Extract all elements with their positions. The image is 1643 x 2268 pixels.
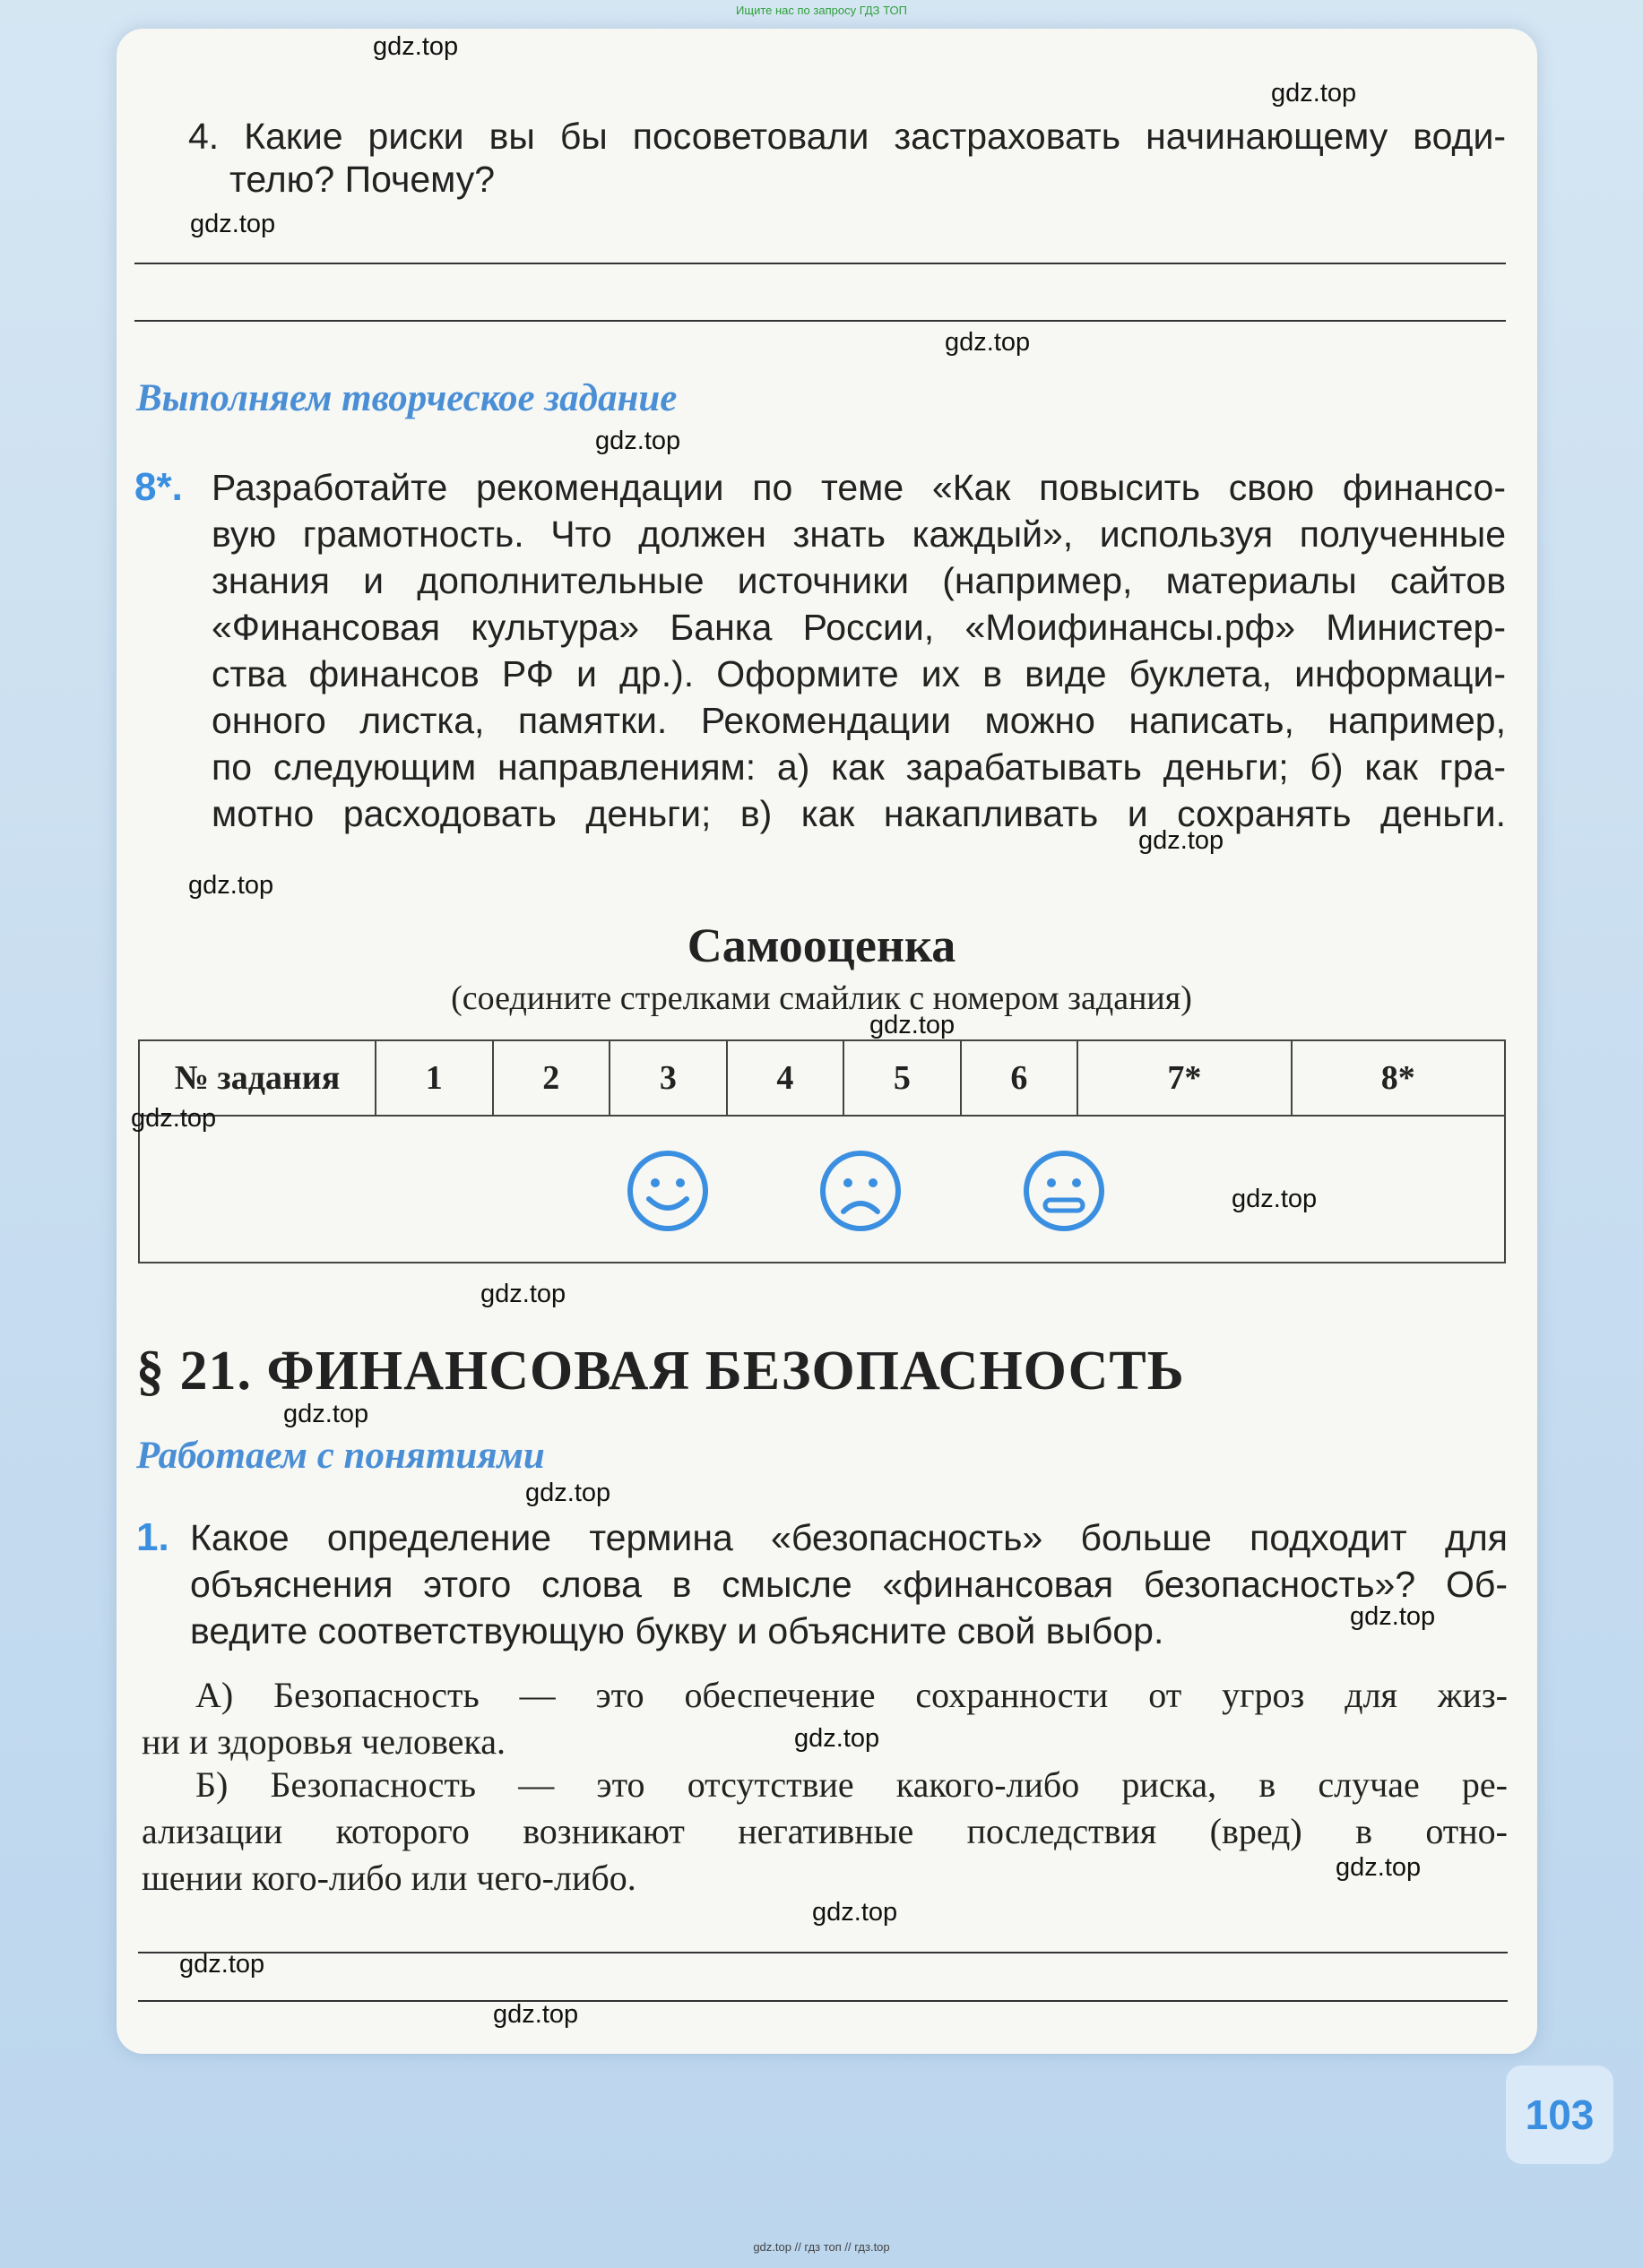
- watermark: gdz.top: [812, 1898, 898, 1927]
- watermark: gdz.top: [525, 1479, 611, 1507]
- task-number-cell: 5: [843, 1040, 961, 1116]
- task-1-line: ведите соответствующую букву и объясните свой выбор.: [190, 1610, 1164, 1651]
- creative-task-heading: Выполняем творческое задание: [136, 377, 678, 419]
- option-b-line-1: Б) Безопасность — это отсутствие какого-либо риска, в случае ре-: [195, 1764, 1508, 1805]
- answer-line: [138, 1952, 1508, 1953]
- task-1-line: объяснения этого слова в смысле «финансовая безопасность»? Об-: [190, 1564, 1508, 1605]
- answer-line: [138, 2000, 1508, 2002]
- self-assessment-title: Самооценка: [687, 918, 956, 972]
- task-8-number: 8*.: [134, 465, 183, 509]
- watermark: gdz.top: [869, 1011, 956, 1039]
- watermark: gdz.top: [1336, 1853, 1422, 1882]
- option-b-line-3: шении кого-либо или чего-либо.: [142, 1858, 636, 1898]
- task-8-line: онного листка, памятки. Рекомендации можно написать, например,: [212, 700, 1506, 741]
- watermark: gdz.top: [283, 1400, 369, 1428]
- self-assessment-subtitle: (соедините стрелками смайлик с номером задания): [451, 979, 1192, 1017]
- section-subheading: Работаем с понятиями: [136, 1435, 545, 1477]
- task-8-line: знания и дополнительные источники (например, материалы сайтов: [212, 560, 1506, 601]
- table-header-row: [139, 1040, 1505, 1116]
- watermark: gdz.top: [493, 2000, 579, 2029]
- task-8-line: ства финансов РФ и др.). Оформите их в виде буклета, информаци-: [212, 653, 1506, 694]
- watermark: gdz.top: [945, 328, 1031, 357]
- task-number-cell: 4: [727, 1040, 844, 1116]
- task-number-cell: 8*: [1292, 1040, 1505, 1116]
- option-b-line-2: ализации которого возникают негативные последствия (вред) в отно-: [142, 1811, 1508, 1851]
- watermark: gdz.top: [131, 1104, 217, 1133]
- task-number-cell: 7*: [1077, 1040, 1291, 1116]
- watermark: gdz.top: [1138, 826, 1224, 855]
- section-title: § 21. ФИНАНСОВАЯ БЕЗОПАСНОСТЬ: [136, 1341, 1185, 1401]
- task-8-line: по следующим направлениям: а) как зарабатывать деньги; б) как гра-: [212, 746, 1506, 788]
- question-4-line-2: телю? Почему?: [229, 159, 496, 200]
- task-8-line: вую грамотность. Что должен знать каждый», используя полученные: [212, 513, 1506, 555]
- task-number-cell: 1: [376, 1040, 493, 1116]
- neutral-face-icon[interactable]: [1022, 1149, 1106, 1233]
- answer-line: [134, 263, 1506, 264]
- watermark: gdz.top: [480, 1280, 566, 1308]
- option-a-line-1: А) Безопасность — это обеспечение сохранности от угроз для жиз-: [195, 1675, 1508, 1715]
- task-number-cell: 6: [961, 1040, 1078, 1116]
- bottom-note: gdz.top // гдз топ // гдз.top: [753, 2240, 890, 2254]
- watermark: gdz.top: [1232, 1185, 1318, 1213]
- watermark: gdz.top: [373, 32, 459, 61]
- watermark: gdz.top: [188, 871, 274, 900]
- top-note: Ищите нас по запросу ГДЗ ТОП: [736, 4, 907, 17]
- option-a-line-2: ни и здоровья человека.: [142, 1721, 506, 1762]
- watermark: gdz.top: [1271, 79, 1357, 108]
- task-number-cell: 3: [610, 1040, 727, 1116]
- watermark: gdz.top: [1350, 1602, 1436, 1631]
- table-header-label: № задания: [139, 1040, 376, 1116]
- sad-face-icon[interactable]: [818, 1149, 903, 1233]
- task-8-line: «Финансовая культура» Банка России, «Моифинансы.рф» Министер-: [212, 607, 1506, 648]
- happy-face-icon[interactable]: [626, 1149, 710, 1233]
- watermark: gdz.top: [179, 1950, 265, 1979]
- task-8-line: Разработайте рекомендации по теме «Как повысить свою финансо-: [212, 467, 1506, 508]
- question-4-line-1: 4. Какие риски вы бы посоветовали застраховать начинающему води-: [188, 116, 1506, 157]
- watermark: gdz.top: [595, 427, 681, 455]
- task-number-cell: 2: [493, 1040, 610, 1116]
- watermark: gdz.top: [190, 210, 276, 238]
- task-1-number: 1.: [136, 1515, 169, 1559]
- page-number: 103: [1506, 2065, 1613, 2164]
- watermark: gdz.top: [794, 1724, 880, 1753]
- task-8-line: мотно расходовать деньги; в) как накапливать и сохранять деньги.: [212, 793, 1506, 834]
- answer-line: [134, 320, 1506, 322]
- task-1-line: Какое определение термина «безопасность» больше подходит для: [190, 1517, 1508, 1558]
